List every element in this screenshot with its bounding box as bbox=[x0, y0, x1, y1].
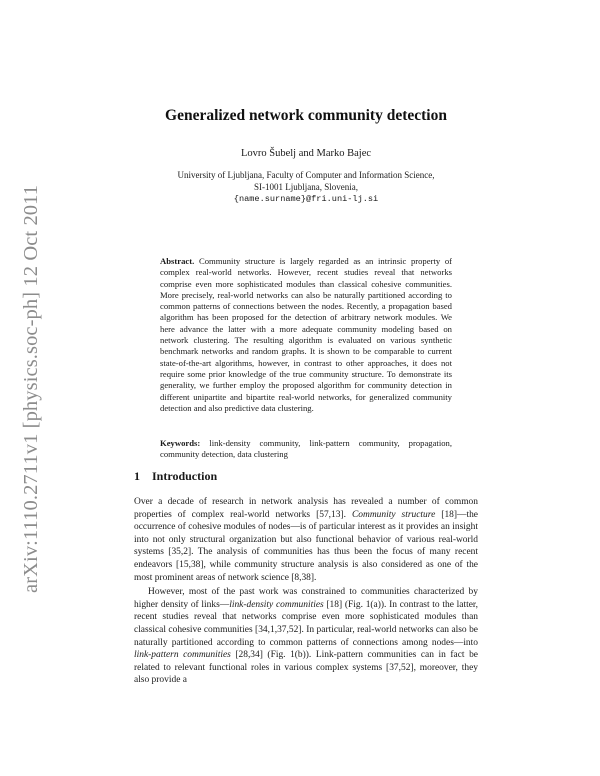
intro-p2-text-c: [28,34] (Fig. 1(b)). Link-pattern communities can in fact be related to relevant functional roles in various complex systems [37,52], moreover, they also provide a bbox=[134, 650, 478, 686]
section-number: 1 bbox=[134, 469, 140, 483]
keywords-label: Keywords: bbox=[160, 438, 201, 448]
affiliation-line-1: University of Ljubljana, Faculty of Computer and Information Science, bbox=[177, 170, 435, 180]
intro-p2-text-a: However, most of the past work was constrained to communities characterized by higher density of links— bbox=[134, 587, 478, 610]
affiliation bbox=[134, 169, 478, 206]
paper-authors: Lovro Šubelj and Marko Bajec bbox=[240, 148, 372, 159]
intro-p1-text-b: [18]—the occurrence of cohesive modules of nodes—is of particular interest as it provides an insight into not only structural organization but also functional behavior of various real-world systems [35,2]. The analysis of communities has thus been the focus of many recent endeavors [15,38], while community structure analysis is also considered as one of the most prominent areas of network science [8,38]. bbox=[134, 509, 478, 583]
keywords bbox=[160, 438, 452, 461]
author-email: {name.surname}@fri.uni-lj.si bbox=[233, 194, 379, 205]
intro-p2-emphasis-2: link-pattern communities bbox=[134, 650, 231, 661]
arxiv-stamp-text: arXiv:1110.2711v1 [physics.soc-ph] 12 Oct 2011 bbox=[20, 184, 42, 593]
introduction-body bbox=[134, 496, 478, 687]
paper-title: Generalized network community detection bbox=[165, 107, 447, 124]
abstract-label: Abstract. bbox=[160, 256, 195, 266]
intro-p2-emphasis-1: link-density communities bbox=[229, 599, 324, 610]
section-title: Introduction bbox=[152, 469, 218, 483]
abstract bbox=[160, 256, 452, 414]
intro-paragraph-2 bbox=[134, 586, 478, 687]
abstract-text: Community structure is largely regarded as an intrinsic property of complex real-world networks. However, recent studies reveal that networks comprise even more sophisticated modules than classical cohesive communities. More precisely, real-world networks can also be naturally partitioned according to common patterns of connections between the nodes. Recently, a propagation based algorithm has been proposed for the detection of arbitrary network modules. We here advance the latter with a more adequate community modeling based on network clustering. The resulting algorithm is evaluated on various synthetic benchmark networks and random graphs. It is shown to be comparable to current state-of-the-art algorithms, however, in contrast to other approaches, it does not require some prior knowledge of the true community structure. To demonstrate its generality, we further employ the proposed algorithm for community detection in different unipartite and bipartite real-world networks, for generalized community detection and also predictive data clustering. bbox=[160, 256, 453, 413]
intro-p2-text-b: [18] (Fig. 1(a)). In contrast to the latter, recent studies reveal that networks comprise even more sophisticated modules than classical cohesive communities [34,1,37,52]. In particular, real-world networks can also be naturally partitioned according to common patterns of connections among nodes—into bbox=[134, 599, 479, 648]
intro-p1-text-a: Over a decade of research in network analysis has revealed a number of common properties of complex real-world networks [57,13]. bbox=[134, 497, 478, 520]
intro-p1-emphasis: Community structure bbox=[352, 509, 436, 520]
arxiv-stamp bbox=[0, 0, 52, 776]
intro-paragraph-1 bbox=[134, 496, 478, 584]
section-heading-introduction bbox=[134, 469, 217, 484]
affiliation-line-2: SI-1001 Ljubljana, Slovenia, bbox=[254, 182, 358, 193]
keywords-text: link-density community, link-pattern community, propagation, community detection, data clustering bbox=[160, 438, 453, 460]
